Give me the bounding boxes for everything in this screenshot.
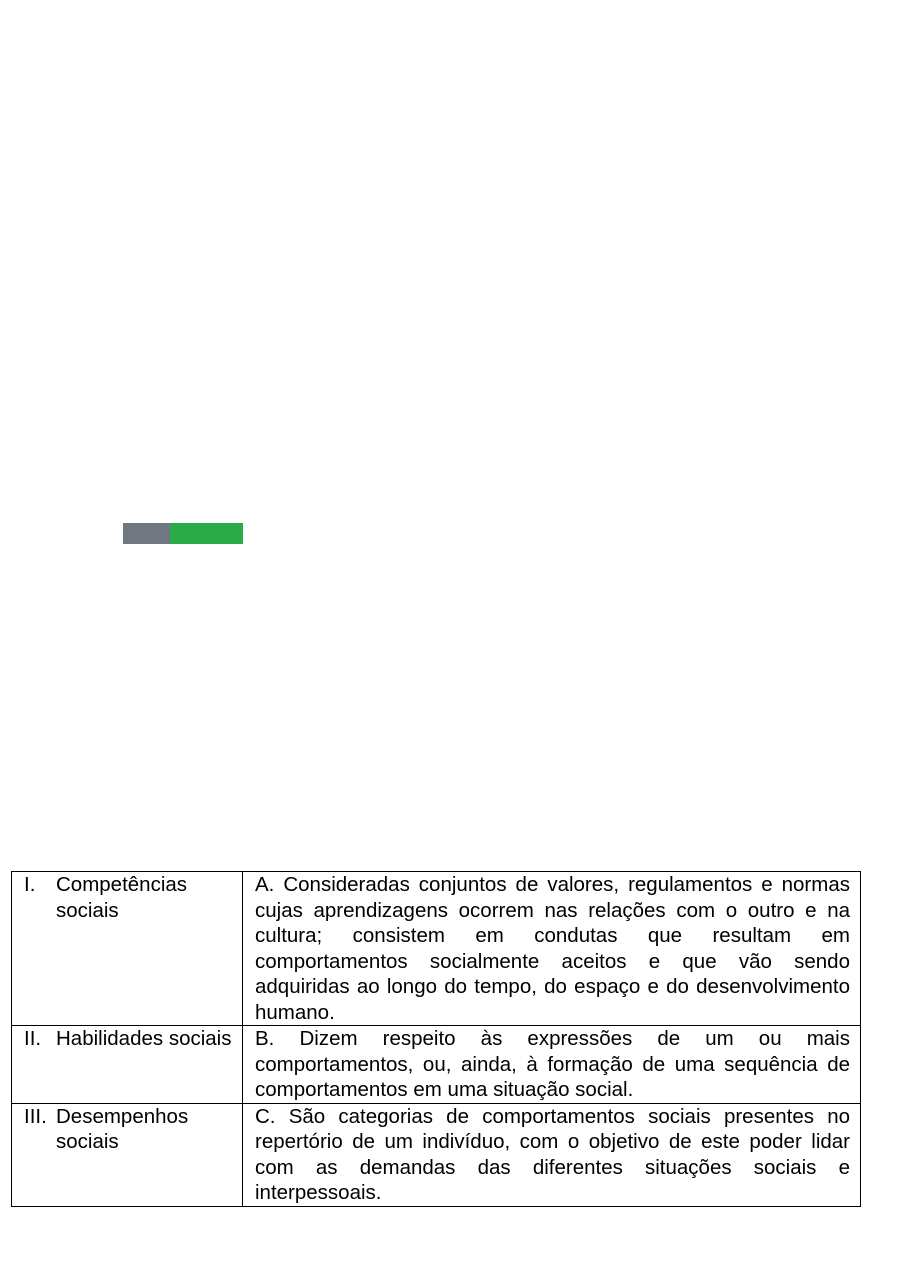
definition-cell: A. Consideradas conjuntos de valores, regulamentos e normas cujas aprendizagens ocorrem nas relações com o outro e na cultura; consistem em condutas que resultam em comportamentos socialmente aceitos e que vão sendo adquiridas ao longo do tempo, do espaço e do desenvolvimento humano.	[243, 872, 861, 1026]
term-label: Desempenhos sociais	[56, 1104, 189, 1153]
definition-cell: C. São categorias de comportamentos sociais presentes no repertório de um indivíduo, com o objetivo de este poder lidar com as demandas das diferentes situações sociais e interpessoais.	[243, 1103, 861, 1206]
term-label: Competências sociais	[56, 873, 188, 922]
green-bar-segment	[170, 523, 243, 544]
term-label: Habilidades sociais	[56, 1027, 232, 1050]
color-bar	[123, 523, 243, 544]
table-row	[12, 872, 861, 1026]
term-number: I.	[24, 873, 36, 896]
term-number: II.	[24, 1027, 42, 1050]
term-number: III.	[24, 1104, 47, 1128]
table-row	[12, 1026, 861, 1104]
gray-bar-segment	[123, 523, 170, 544]
terms-definitions-table	[11, 871, 861, 1207]
term-cell	[12, 872, 243, 1026]
term-cell	[12, 1103, 243, 1206]
definition-cell: B. Dizem respeito às expressões de um ou mais comportamentos, ou, ainda, à formação de uma sequência de comportamentos em uma situação social.	[243, 1026, 861, 1104]
table-row	[12, 1103, 861, 1206]
term-cell	[12, 1026, 243, 1104]
